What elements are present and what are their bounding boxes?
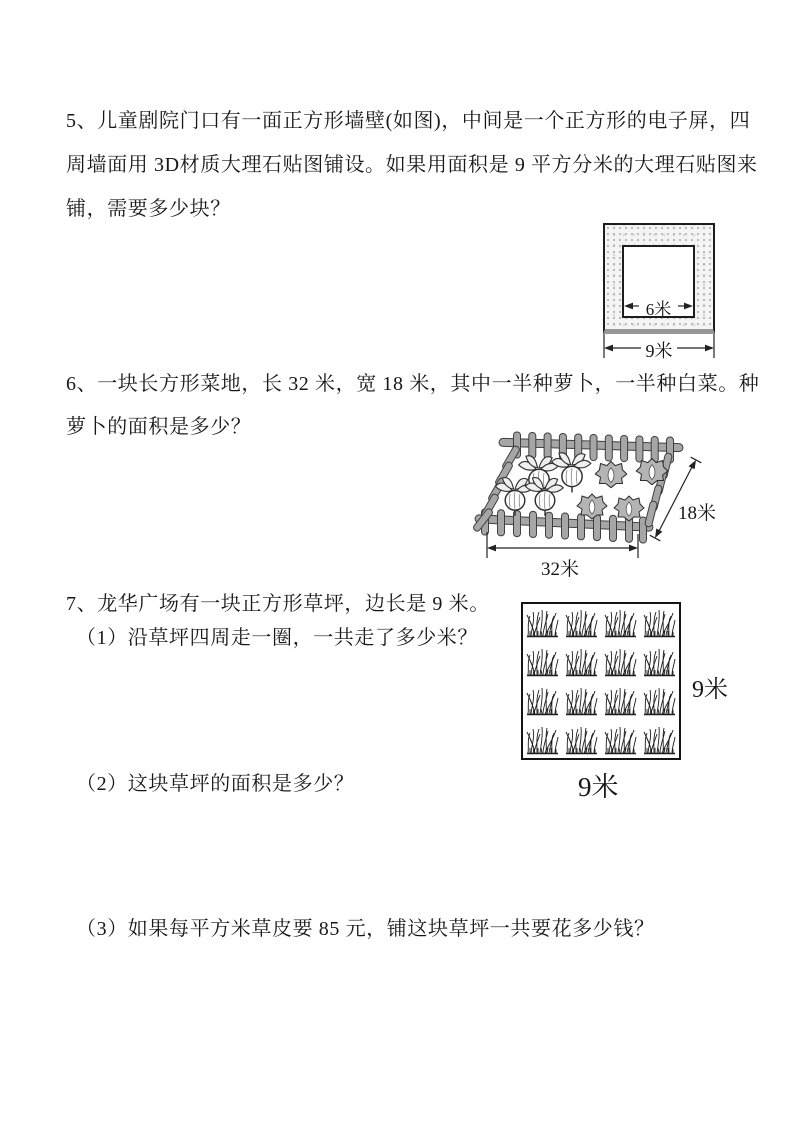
p5-line-1: 5、儿童剧院门口有一面正方形墙壁(如图)，中间是一个正方形的电子屏，四: [66, 110, 751, 132]
p7-intro: 7、龙华广场有一块正方形草坪，边长是 9 米。: [66, 593, 490, 615]
grass-clump-icon: [605, 688, 636, 715]
grass-clump-icon: [605, 649, 636, 676]
plot-length-dimension-label: 32米: [540, 559, 579, 580]
grass-clump-icon: [605, 610, 636, 637]
grass-clump-icon: [527, 610, 558, 637]
grass-clump-icon: [566, 610, 597, 637]
p6-line-2: 萝卜的面积是多少？: [66, 416, 252, 438]
p7-figure-square-lawn: [512, 595, 752, 805]
grass-clump-icon: [566, 688, 597, 715]
grass-clump-icon: [644, 649, 675, 676]
inner-width-dimension-label: 6米: [645, 300, 672, 319]
p7-question-3: （3）如果每平方米草皮要 85 元，铺这块草坪一共要花多少钱？: [76, 918, 655, 940]
grass-clump-icon: [527, 688, 558, 715]
p6-figure-vegetable-plot: [455, 428, 740, 586]
p7-question-1: （1）沿草坪四周走一圈，一共走了多少米？: [76, 627, 478, 649]
p5-line-3: 铺，需要多少块？: [66, 198, 231, 220]
plot-width-dimension-label: 18米: [678, 503, 717, 524]
lawn-side-dimension-label: 9米: [692, 677, 728, 703]
grass-clump-icon: [644, 688, 675, 715]
grass-clump-icon: [644, 727, 675, 754]
grass-clump-icon: [566, 649, 597, 676]
cabbage-icon: [636, 458, 668, 484]
outer-width-dimension-label: 9米: [645, 341, 673, 361]
grass-clump-icon: [527, 649, 558, 676]
grass-clump-icon: [644, 610, 675, 637]
cabbage-icon: [595, 461, 627, 487]
cabbage-icon: [614, 496, 644, 521]
p7-question-2: （2）这块草坪的面积是多少？: [76, 773, 355, 795]
grass-clump-icon: [527, 727, 558, 754]
p6-line-1: 6、一块长方形菜地，长 32 米，宽 18 米，其中一半种萝卜，一半种白菜。种: [66, 373, 760, 395]
lawn-bottom-dimension-label: 9米: [578, 772, 619, 802]
grass-clump-icon: [566, 727, 597, 754]
p5-line-2: 周墙面用 3D材质大理石贴图铺设。如果用面积是 9 平方分米的大理石贴图来: [66, 154, 758, 176]
p5-figure-square-wall: [598, 220, 748, 375]
cabbage-icon: [577, 494, 607, 519]
grass-clump-icon: [605, 727, 636, 754]
